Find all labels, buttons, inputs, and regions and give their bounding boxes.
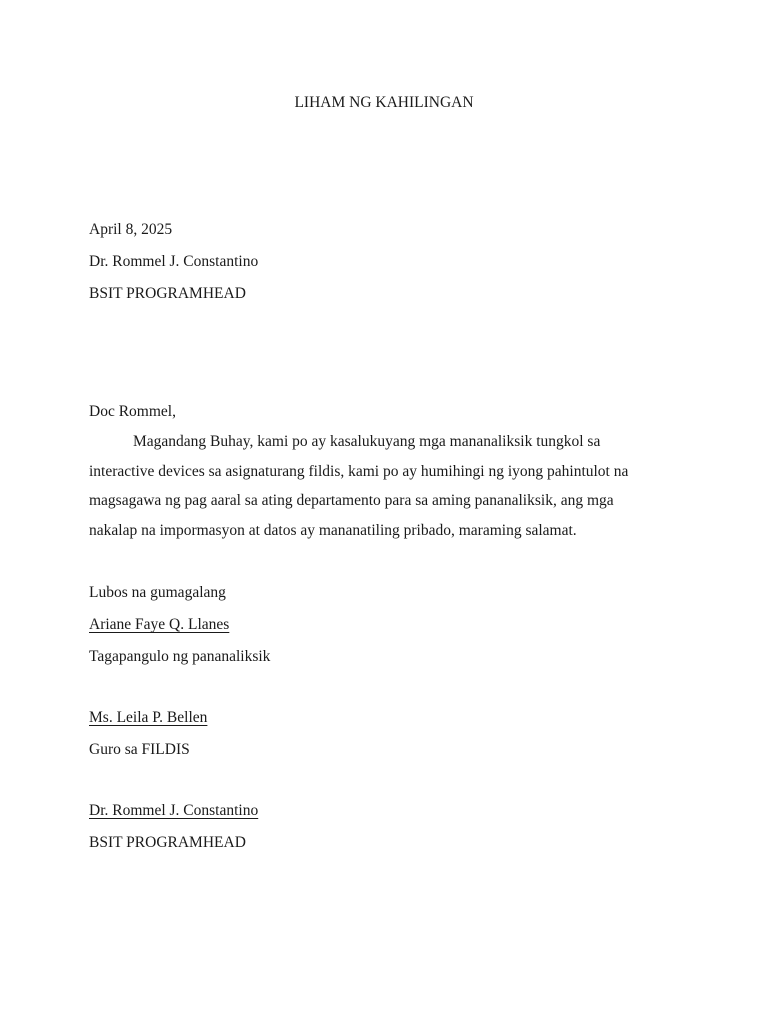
body-line: Magandang Buhay, kami po ay kasalukuyang mga mananaliksik tungkol sa (133, 433, 601, 450)
recipient-position: BSIT PROGRAMHEAD (89, 285, 246, 302)
signatory-role: Tagapangulo ng pananaliksik (89, 648, 271, 665)
body-line: nakalap na impormasyon at datos ay mananatiling pribado, maraming salamat. (89, 522, 577, 539)
recipient-name: Dr. Rommel J. Constantino (89, 253, 259, 270)
salutation: Doc Rommel, (89, 403, 176, 420)
letter-title: LIHAM NG KAHILINGAN (294, 94, 474, 111)
closing: Lubos na gumagalang (89, 584, 226, 601)
signatory-name: Dr. Rommel J. Constantino (89, 802, 259, 819)
body-line: magsagawa ng pag aaral sa ating departamento para sa aming pananaliksik, ang mga (89, 492, 614, 509)
body-line: interactive devices sa asignaturang fildis, kami po ay humihingi ng iyong pahintulot na (89, 463, 629, 480)
signatory-role: BSIT PROGRAMHEAD (89, 834, 246, 851)
signatory-role: Guro sa FILDIS (89, 741, 190, 758)
signatory-name: Ms. Leila P. Bellen (89, 709, 208, 726)
signatory-name: Ariane Faye Q. Llanes (89, 616, 230, 633)
letter-date: April 8, 2025 (89, 221, 173, 238)
